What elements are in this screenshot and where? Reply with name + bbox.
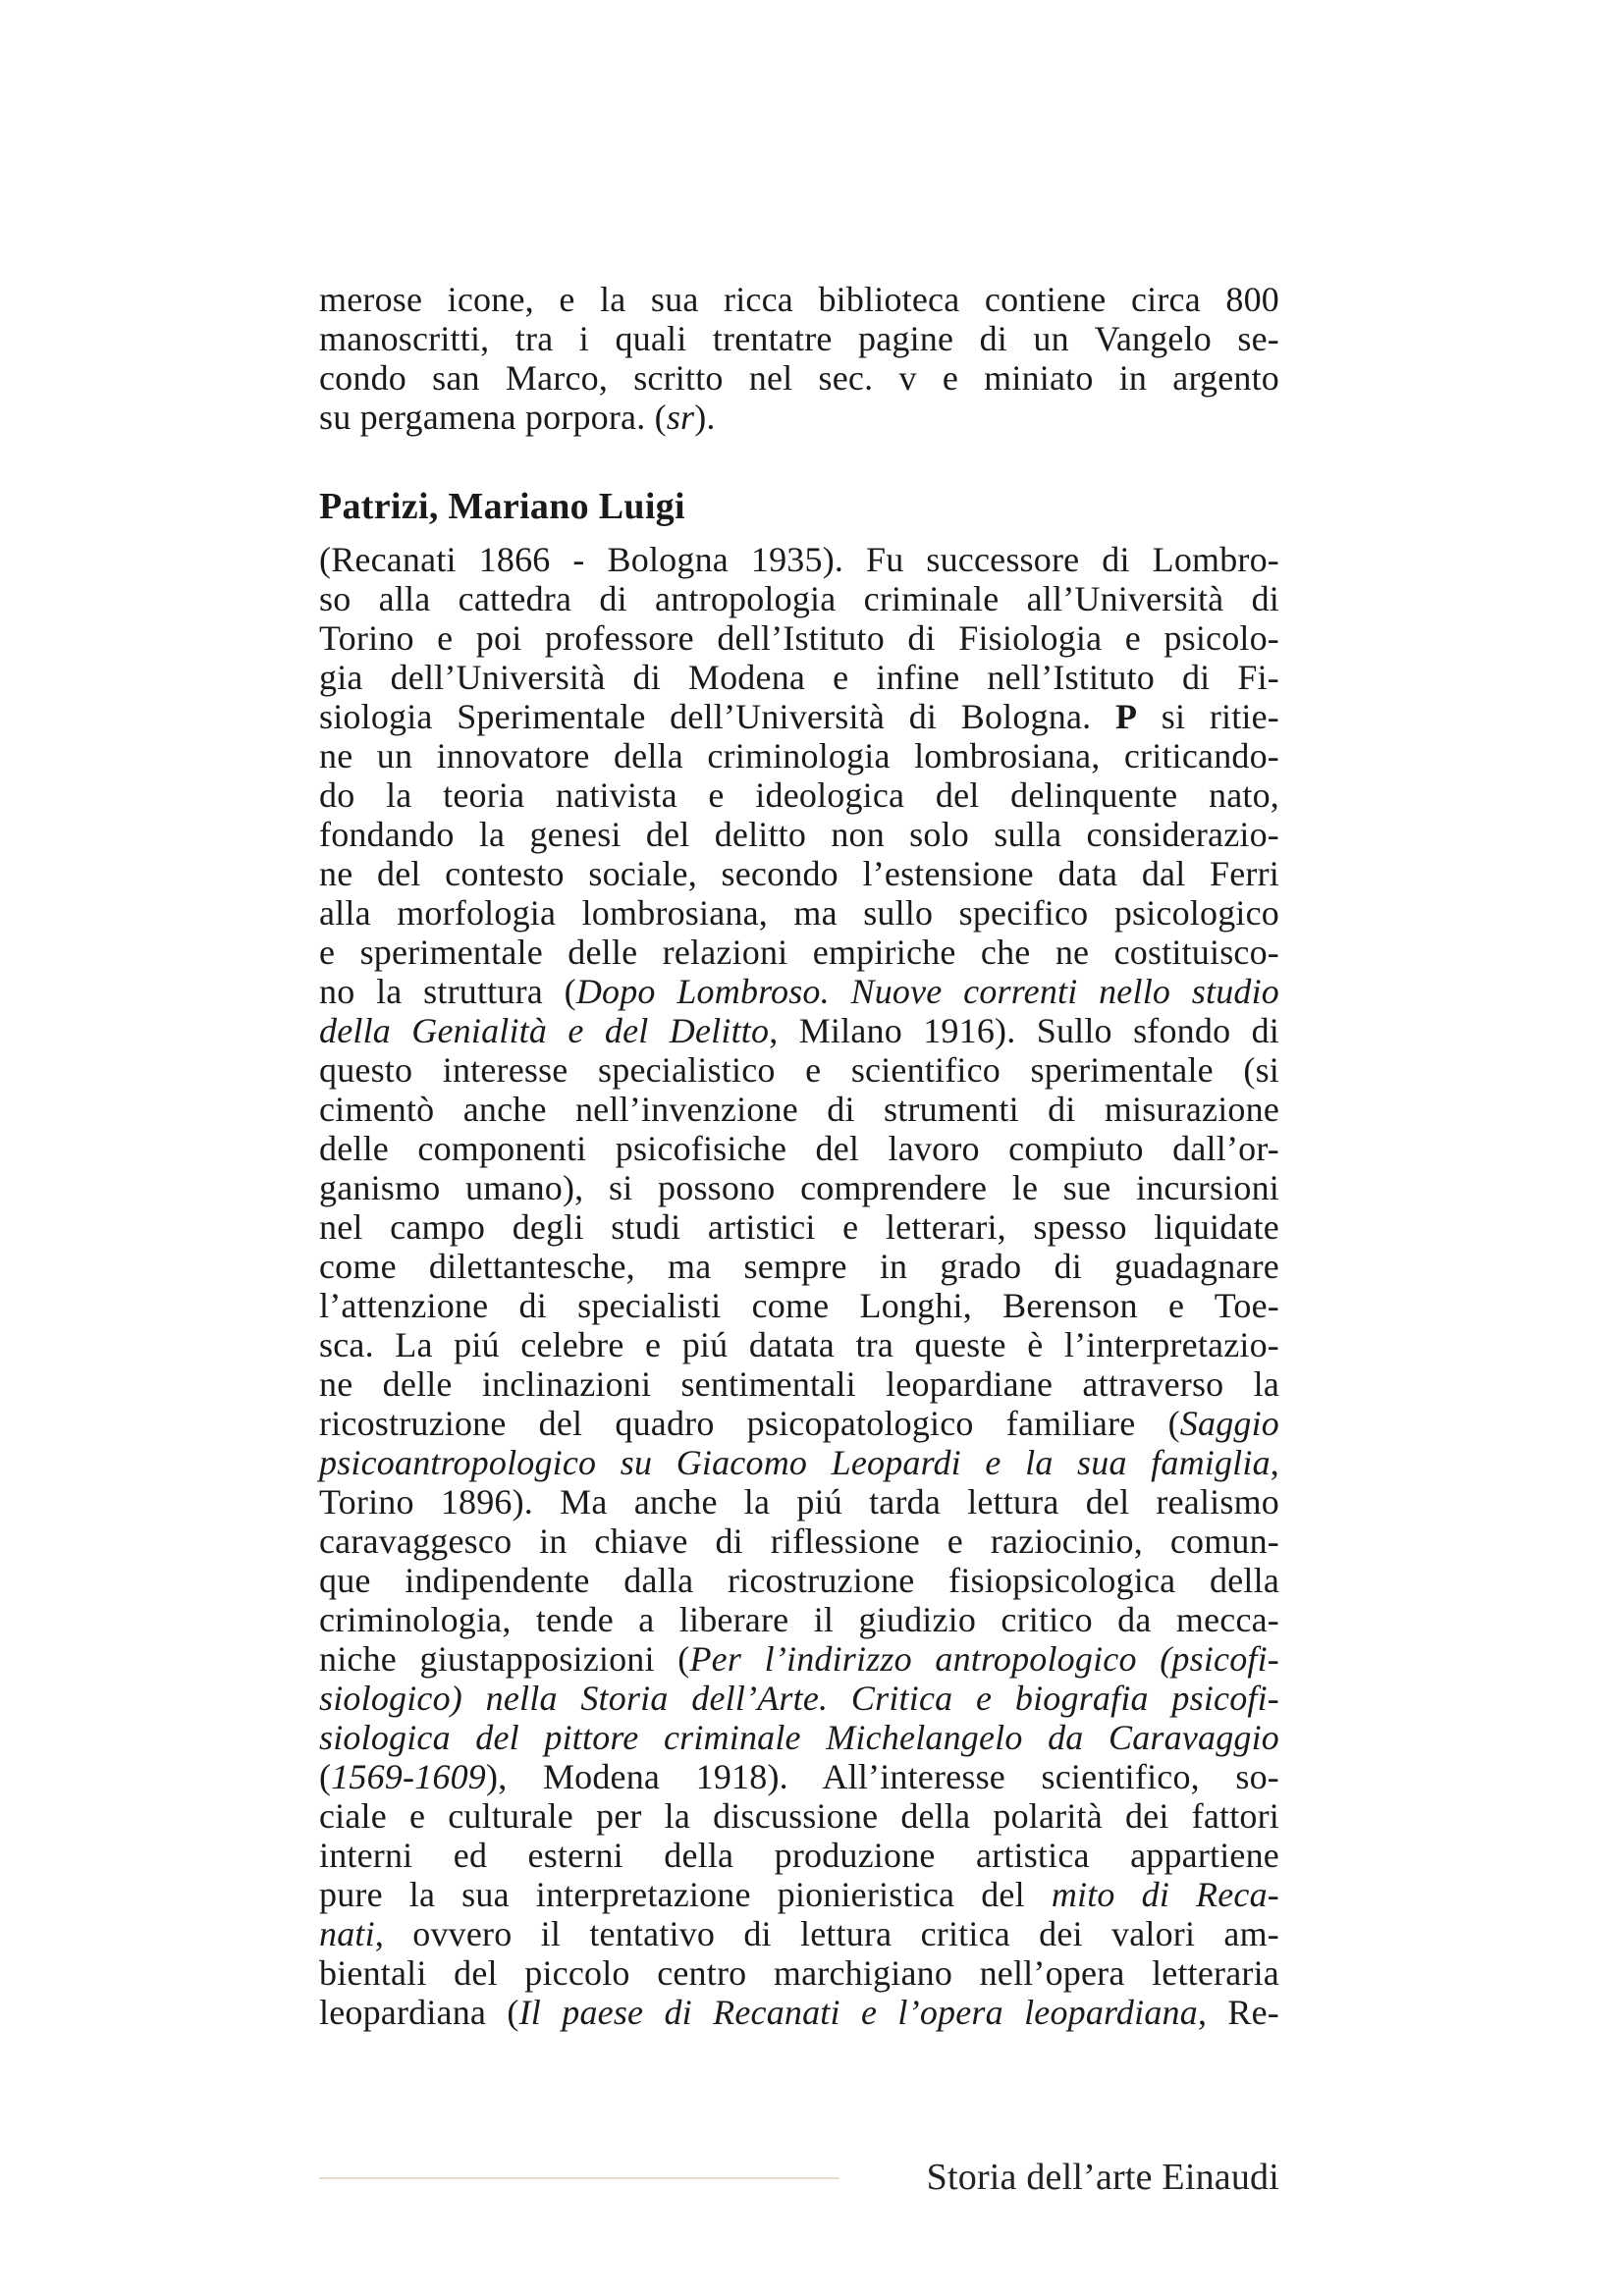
italic-text: 1569-1609 bbox=[331, 1757, 486, 1796]
italic-text: della Genialità e del Delitto bbox=[319, 1011, 770, 1050]
entry-line: ne delle inclinazioni sentimentali leopardiane attraverso la bbox=[319, 1364, 1279, 1404]
entry-line: siologia Sperimentale dell’Università di Bologna. P si ritie- bbox=[319, 697, 1279, 736]
entry-line: gia dell’Università di Modena e infine nell’Istituto di Fi- bbox=[319, 658, 1279, 697]
entry-line: e sperimentale delle relazioni empiriche che ne costituisco- bbox=[319, 933, 1279, 972]
entry-line: psicoantropologico su Giacomo Leopardi e la sua famiglia, bbox=[319, 1443, 1279, 1482]
entry-title: Patrizi, Mariano Luigi bbox=[319, 486, 685, 527]
entry-body bbox=[319, 540, 1279, 2032]
footer-rule bbox=[319, 2177, 839, 2179]
italic-text: siologica del pittore criminale Michelangelo da Caravaggio bbox=[319, 1718, 1279, 1757]
entry-line bbox=[319, 1718, 1279, 1757]
entry-line: nati, ovvero il tentativo di lettura critica dei valori am- bbox=[319, 1914, 1279, 1953]
entry-line: que indipendente dalla ricostruzione fisiopsicologica della bbox=[319, 1561, 1279, 1600]
entry-line: ciale e culturale per la discussione della polarità dei fattori bbox=[319, 1796, 1279, 1836]
entry-line: ne del contesto sociale, secondo l’estensione data dal Ferri bbox=[319, 854, 1279, 893]
italic-text: Per l’indirizzo antropologico (psicofi- bbox=[689, 1639, 1279, 1679]
intro-line: merose icone, e la sua ricca biblioteca contiene circa 800 bbox=[319, 280, 1279, 319]
entry-line: no la struttura (Dopo Lombroso. Nuove correnti nello studio bbox=[319, 972, 1279, 1011]
entry-line: bientali del piccolo centro marchigiano nell’opera letteraria bbox=[319, 1953, 1279, 1993]
entry-line: cimentò anche nell’invenzione di strumenti di misurazione bbox=[319, 1090, 1279, 1129]
intro-line: su pergamena porpora. (sr). bbox=[319, 398, 716, 437]
entry-line: Torino e poi professore dell’Istituto di Fisiologia e psicolo- bbox=[319, 618, 1279, 658]
italic-text: Dopo Lombroso. Nuove correnti nello studio bbox=[575, 972, 1279, 1011]
entry-line: (Recanati 1866 - Bologna 1935). Fu successore di Lombro- bbox=[319, 540, 1279, 579]
entry-line: delle componenti psicofisiche del lavoro compiuto dall’or- bbox=[319, 1129, 1279, 1168]
bold-text: P bbox=[1114, 697, 1138, 736]
intro-paragraph bbox=[319, 280, 1279, 437]
footer-title: Storia dell’arte Einaudi bbox=[926, 2157, 1279, 2198]
italic-text: Il paese di Recanati e l’opera leopardiana bbox=[518, 1993, 1198, 2032]
italic-text: Saggio bbox=[1179, 1404, 1279, 1443]
intro-line: manoscritti, tra i quali trentatre pagine di un Vangelo se- bbox=[319, 319, 1279, 358]
entry-line: alla morfologia lombrosiana, ma sullo specifico psicologico bbox=[319, 893, 1279, 933]
italic-text: siologico) nella Storia dell’Arte. Critica e biografia psicofi- bbox=[319, 1679, 1279, 1718]
entry-line: interni ed esterni della produzione artistica appartiene bbox=[319, 1836, 1279, 1875]
entry-line bbox=[319, 1679, 1279, 1718]
entry-line: questo interesse specialistico e scientifico sperimentale (si bbox=[319, 1050, 1279, 1090]
entry-line: (1569-1609), Modena 1918). All’interesse scientifico, so- bbox=[319, 1757, 1279, 1796]
italic-text: psicoantropologico su Giacomo Leopardi e la sua famiglia bbox=[319, 1443, 1271, 1482]
entry-line: caravaggesco in chiave di riflessione e raziocinio, comun- bbox=[319, 1522, 1279, 1561]
entry-line: sca. La piú celebre e piú datata tra queste è l’interpretazio- bbox=[319, 1325, 1279, 1364]
intro-line: condo san Marco, scritto nel sec. v e miniato in argento bbox=[319, 358, 1279, 398]
entry-line: niche giustapposizioni (Per l’indirizzo antropologico (psicofi- bbox=[319, 1639, 1279, 1679]
entry-line: ne un innovatore della criminologia lombrosiana, criticando- bbox=[319, 736, 1279, 775]
entry-line: leopardiana (Il paese di Recanati e l’opera leopardiana, Re- bbox=[319, 1993, 1279, 2032]
entry-line: l’attenzione di specialisti come Longhi, Berenson e Toe- bbox=[319, 1286, 1279, 1325]
entry-line: Torino 1896). Ma anche la piú tarda lettura del realismo bbox=[319, 1482, 1279, 1522]
entry-line: criminologia, tende a liberare il giudizio critico da mecca- bbox=[319, 1600, 1279, 1639]
entry-line: fondando la genesi del delitto non solo sulla considerazio- bbox=[319, 815, 1279, 854]
entry-line: della Genialità e del Delitto, Milano 1916). Sullo sfondo di bbox=[319, 1011, 1279, 1050]
entry-line: ricostruzione del quadro psicopatologico familiare (Saggio bbox=[319, 1404, 1279, 1443]
entry-line: do la teoria nativista e ideologica del delinquente nato, bbox=[319, 775, 1279, 815]
entry-line: pure la sua interpretazione pionieristica del mito di Reca- bbox=[319, 1875, 1279, 1914]
entry-line: come dilettantesche, ma sempre in grado di guadagnare bbox=[319, 1247, 1279, 1286]
italic-text: sr bbox=[666, 398, 695, 437]
italic-text: mito di Reca- bbox=[1051, 1875, 1279, 1914]
entry-line: nel campo degli studi artistici e letterari, spesso liquidate bbox=[319, 1207, 1279, 1247]
entry-line: ganismo umano), si possono comprendere le sue incursioni bbox=[319, 1168, 1279, 1207]
entry-line: so alla cattedra di antropologia criminale all’Università di bbox=[319, 579, 1279, 618]
italic-text: nati bbox=[319, 1914, 375, 1953]
